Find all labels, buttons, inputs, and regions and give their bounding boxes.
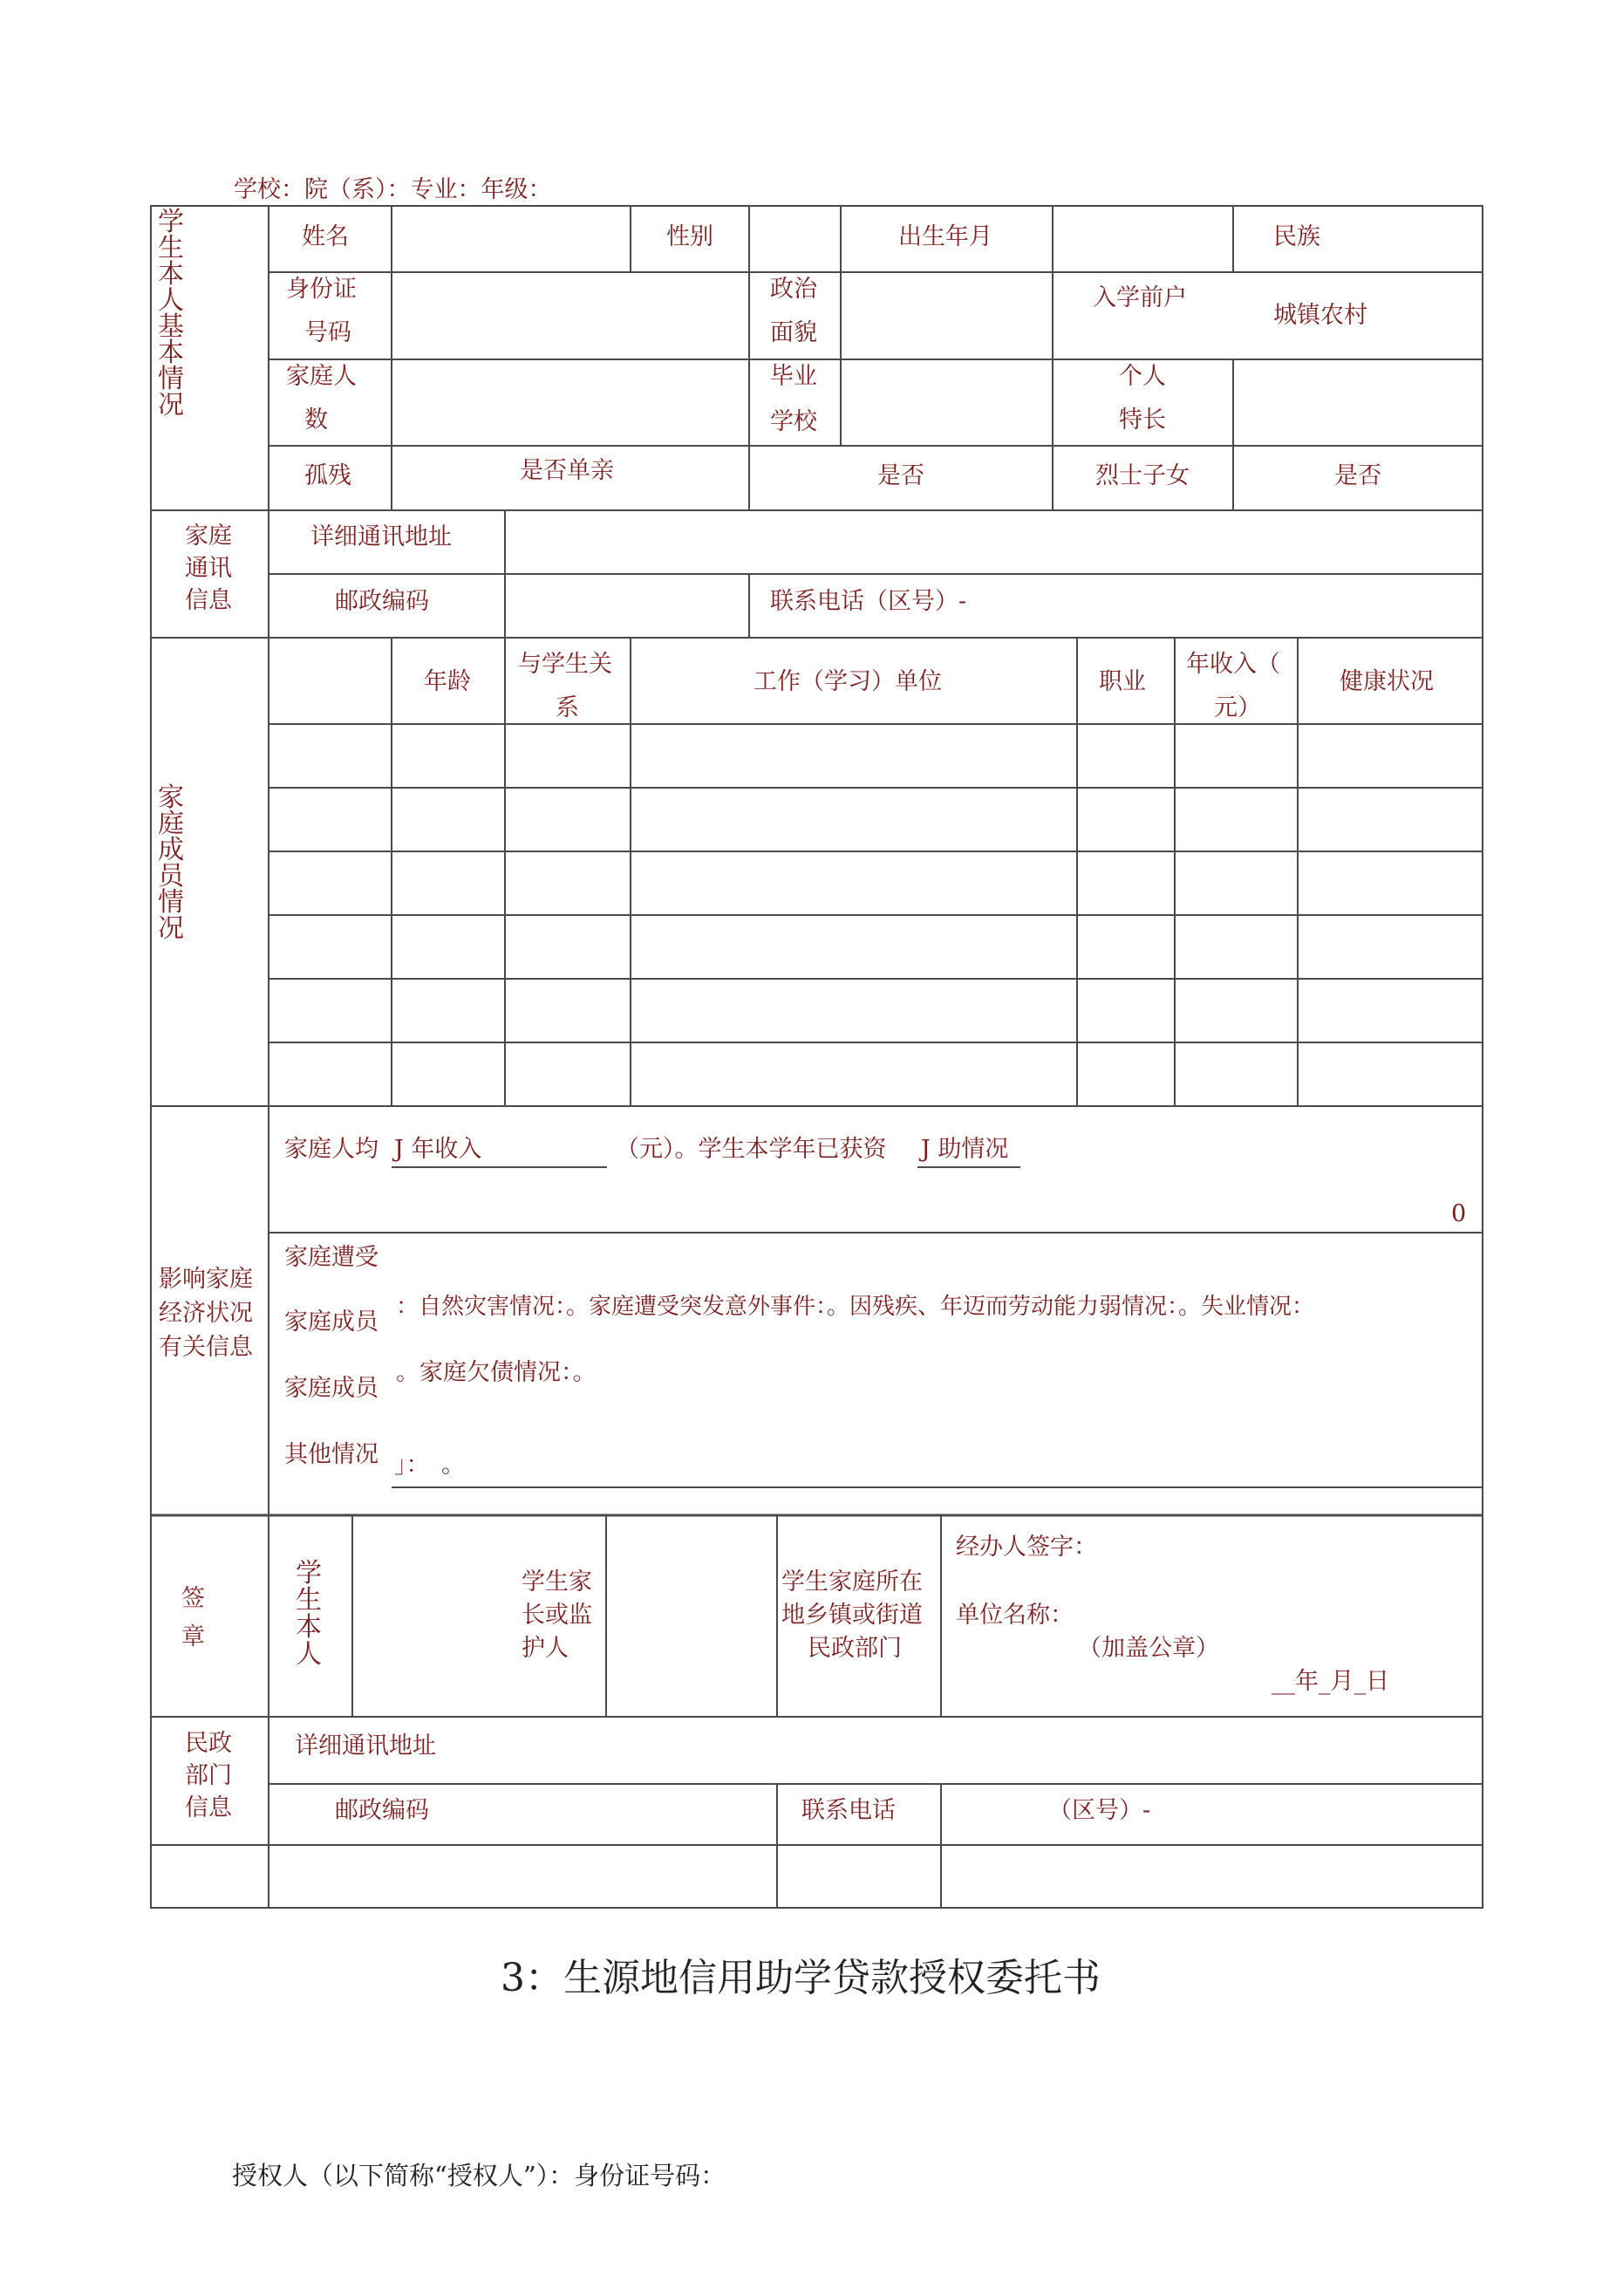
section-label-contact: 家庭通讯信息 <box>185 523 232 614</box>
economy-zero: 0 <box>1451 1200 1467 1227</box>
label-gender: 性别 <box>666 223 713 250</box>
civil-area-code: （区号）- <box>1048 1797 1151 1824</box>
col-age: 年龄 <box>424 668 471 695</box>
col-health: 健康状况 <box>1340 668 1434 695</box>
label-orphan: 孤残 <box>304 462 351 489</box>
label-political-1: 政治 <box>770 276 817 303</box>
label-talent-2: 特长 <box>1119 407 1166 434</box>
economy-member-a: 家庭成员 <box>284 1309 378 1336</box>
label-birth: 出生年月 <box>898 223 992 250</box>
label-hukou: 入学前户 <box>1093 284 1187 311</box>
sign-civil-3: 民政部门 <box>808 1635 902 1662</box>
economy-debt: 。家庭欠债情况：。 <box>396 1359 597 1386</box>
label-martyr-child: 烈士子女 <box>1095 462 1190 489</box>
economy-other-tail: 」： 。 <box>394 1452 465 1479</box>
label-civil-address: 详细通讯地址 <box>295 1732 436 1760</box>
hukou-options: 城镇农村 <box>1273 302 1367 329</box>
yes-no-single-parent: 是否 <box>877 462 924 489</box>
section-label-student: 学生本人基本情况 <box>158 207 184 420</box>
label-civil-postcode: 邮政编码 <box>335 1797 429 1824</box>
label-ethnic: 民族 <box>1273 223 1320 250</box>
economy-other: 其他情况 <box>284 1441 378 1468</box>
label-school-1: 毕业 <box>770 363 817 390</box>
section-label-economy: 影响家庭经济状况有关信息 <box>159 1266 253 1361</box>
label-contact-address: 详细通讯地址 <box>310 523 452 550</box>
economy-line1-c: （元）。学生本学年已获资 <box>616 1136 887 1163</box>
sign-parent-2: 长或监 <box>522 1602 592 1629</box>
col-job: 职业 <box>1099 668 1146 695</box>
col-relation-1: 与学生关 <box>518 651 612 678</box>
col-relation-2: 系 <box>556 694 579 721</box>
label-id-2: 号码 <box>304 319 351 346</box>
sign-civil-1: 学生家庭所在 <box>781 1568 923 1596</box>
label-family-count-1: 家庭人 <box>286 363 357 390</box>
economy-line1-a: 家庭人均 <box>284 1136 378 1163</box>
label-id-1: 身份证 <box>286 276 357 303</box>
label-single-parent: 是否单亲 <box>520 457 614 484</box>
label-contact-phone: 联系电话（区号）- <box>770 588 967 615</box>
label-talent-1: 个人 <box>1119 363 1166 390</box>
sign-parent-1: 学生家 <box>522 1568 592 1596</box>
yes-no-martyr: 是否 <box>1334 462 1381 489</box>
economy-suffer: 家庭遭受 <box>284 1244 378 1271</box>
doc-title: 3：生源地信用助学贷款授权委托书 <box>501 1956 1101 2000</box>
header-line: 学校：院（系）：专业：年级： <box>234 176 552 203</box>
sign-seal: （加盖公章） <box>1078 1635 1219 1662</box>
label-political-2: 面貌 <box>770 319 817 346</box>
label-name: 姓名 <box>302 223 349 250</box>
label-family-count-2: 数 <box>304 407 328 434</box>
sign-student-self: 学生本人 <box>296 1558 322 1670</box>
col-income-1: 年收入（ <box>1186 651 1280 678</box>
col-work: 工作（学习）单位 <box>754 668 942 695</box>
section-label-members: 家庭成员情况 <box>158 782 184 944</box>
col-income-2: 元） <box>1214 694 1261 721</box>
economy-member-b: 家庭成员 <box>284 1375 378 1402</box>
economy-line1-d: J 助情况 <box>921 1136 1009 1163</box>
label-contact-postcode: 邮政编码 <box>335 588 429 615</box>
label-civil-phone: 联系电话 <box>801 1797 896 1824</box>
economy-items: ：自然灾害情况：。家庭遭受突发意外事件：。因残疾、年迈而劳动能力弱情况：。失业情况： <box>396 1294 1315 1320</box>
authorizer-line: 授权人（以下简称“授权人”）：身份证号码： <box>232 2161 726 2190</box>
sign-civil-2: 地乡镇或街道 <box>781 1602 923 1629</box>
sign-parent-3: 护人 <box>522 1635 569 1662</box>
label-school-2: 学校 <box>770 408 817 435</box>
section-label-civil: 民政部门信息 <box>185 1730 232 1821</box>
section-label-sign: 签章 <box>181 1585 205 1650</box>
economy-line1-b: J 年收入 <box>394 1136 482 1163</box>
sign-unit: 单位名称： <box>956 1602 1074 1629</box>
sign-date: __年_月_日 <box>1272 1668 1389 1695</box>
sign-handler: 经办人签字： <box>956 1534 1097 1561</box>
